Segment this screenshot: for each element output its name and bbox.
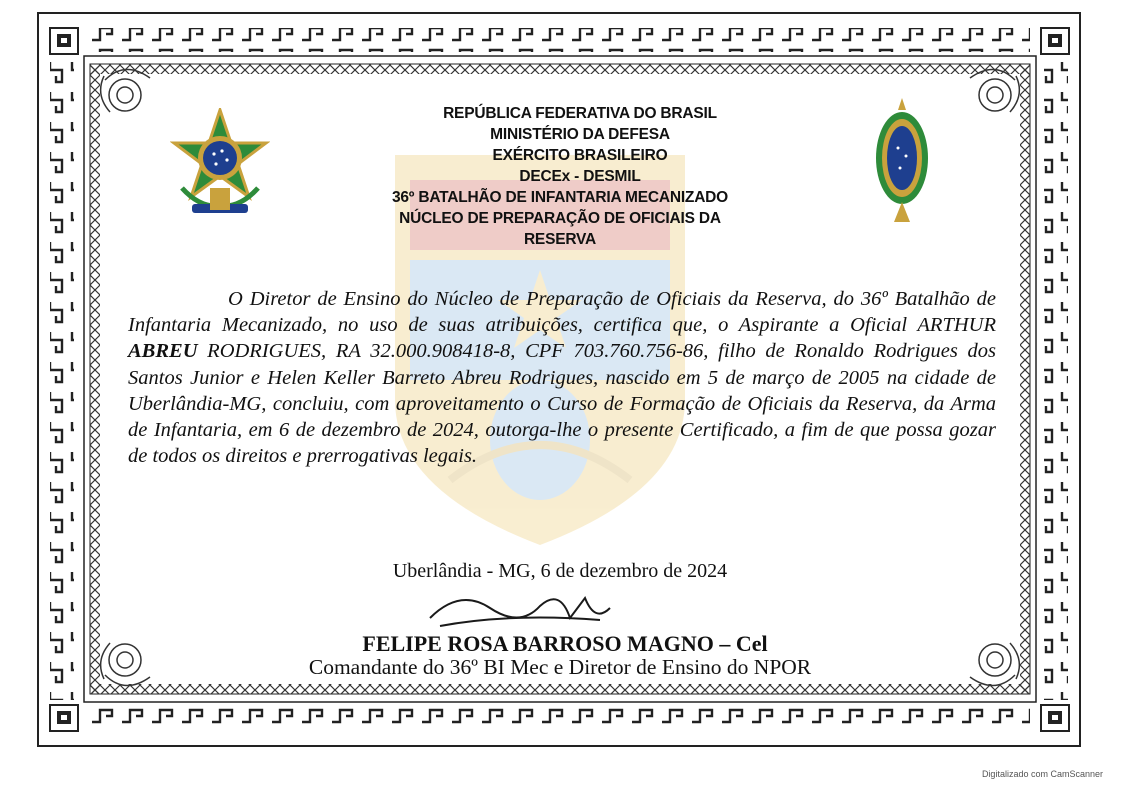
- certificate-body: [128, 286, 996, 469]
- scan-app-footer: Digitalizado com CamScanner: [981, 769, 1103, 779]
- header-decex: DECEx - DESMIL: [519, 168, 641, 185]
- army-emblem: [862, 98, 942, 223]
- header-army: EXÉRCITO BRASILEIRO: [492, 147, 668, 164]
- signer-role: Comandante do 36º BI Mec e Diretor de Ensino do NPOR: [308, 655, 812, 679]
- header-republic: REPÚBLICA FEDERATIVA DO BRASIL: [443, 105, 717, 122]
- header-reserva: RESERVA: [523, 231, 597, 248]
- place-date: Uberlândia - MG, 6 de dezembro de 2024: [392, 560, 728, 582]
- floral-flourish-bl: [101, 643, 150, 686]
- header-battalion: 36º BATALHÃO DE INFANTARIA MECANIZADO: [391, 189, 729, 206]
- corner-ornament-bl: [50, 705, 78, 731]
- floral-flourish-tl: [101, 69, 150, 112]
- coat-of-arms-emblem: [170, 108, 270, 223]
- floral-flourish-tr: [970, 69, 1019, 112]
- floral-flourish-br: [970, 643, 1019, 686]
- body-text-part-1: O Diretor de Ensino do Núcleo de Preparação de Oficiais da Reserva, do 36º Batalhão de Infantaria Mecanizado, no uso de suas atribuições, certifica que, o Aspirante a Oficial ARTHUR: [128, 288, 996, 337]
- body-text-part-2: RODRIGUES, RA 32.000.908418-8, CPF 703.760.756-86, filho de Ronaldo Rodrigues dos Santos Junior e Helen Keller Barreto Abreu Rodrigues, nascido em 5 de março de 2005 na cidade de Uberlândia-MG, concluiu, com aproveitamento o Curso de Formação de Oficiais da Reserva, da Arma de Infantaria, em 6 de dezembro de 2024, outorga-lhe o presente Certificado, a fim de que possa gozar de todos os direitos e prerrogativas legais.: [128, 340, 996, 468]
- corner-ornament-tr: [1041, 28, 1069, 54]
- recipient-surname-emphasis: ABREU: [128, 340, 198, 363]
- corner-ornament-tl: [50, 28, 78, 54]
- header-ministry: MINISTÉRIO DA DEFESA: [490, 126, 670, 143]
- corner-ornament-br: [1041, 705, 1069, 731]
- signature: [420, 578, 620, 638]
- header-npor: NÚCLEO DE PREPARAÇÃO DE OFICIAIS DA: [399, 210, 721, 227]
- signer-name: FELIPE ROSA BARROSO MAGNO – Cel: [362, 631, 768, 656]
